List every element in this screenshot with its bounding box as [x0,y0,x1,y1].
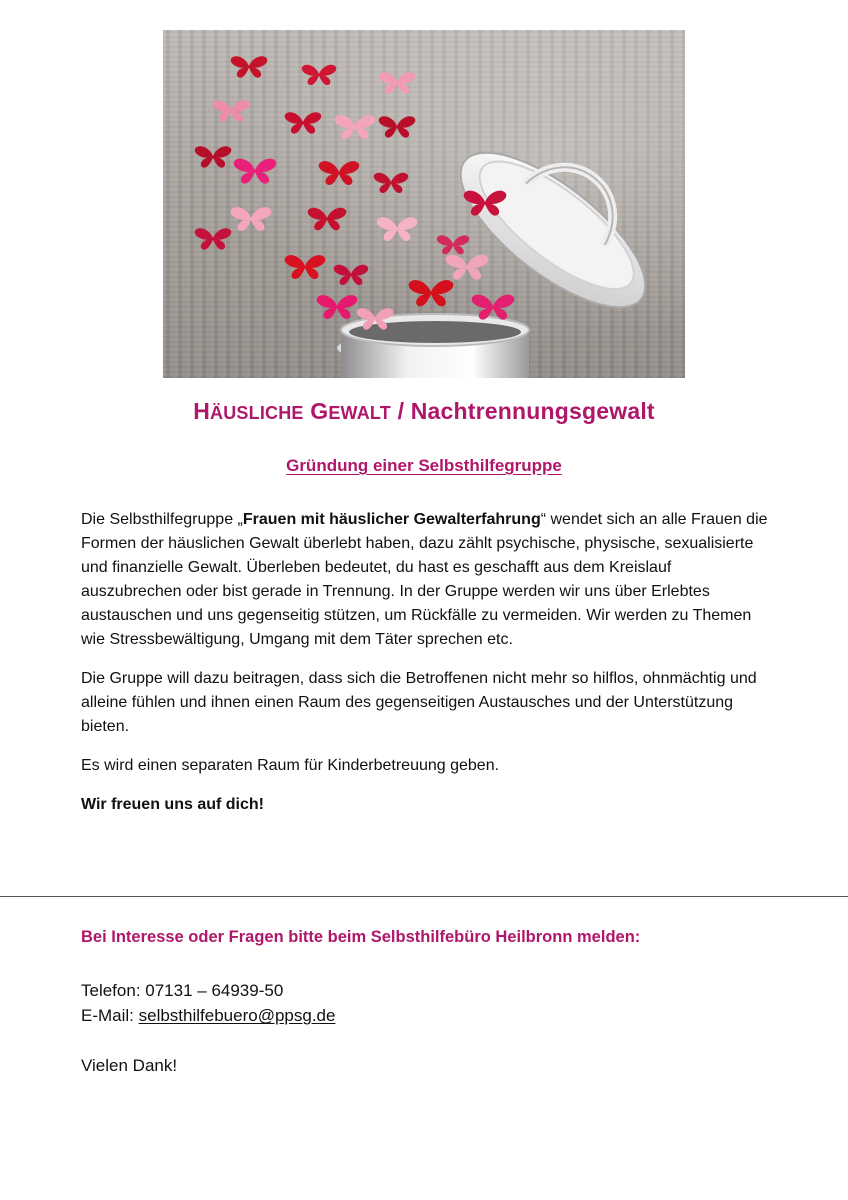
paragraph-2: Die Gruppe will dazu beitragen, dass sich die Betroffenen nicht mehr so hilflos, ohnmächtig und alleine fühlen und ihnen einen Raum des gegenseitigen Austausches und der Unterstützung bieten. [81,670,757,735]
phone-line [81,978,681,1003]
phone-number: 07131 – 64939-50 [145,981,284,1000]
contact-block [81,978,681,1078]
intro-before: Die Selbsthilfegruppe „ [81,511,243,528]
divider-line [0,896,848,897]
title-part1-first: H [193,398,211,424]
thanks-text: Vielen Dank! [81,1056,178,1075]
title-part1-rest: ÄUSLICHE [210,403,304,423]
group-name: Frauen mit häuslicher Gewalterfahrung [242,511,541,528]
body-text [81,508,771,832]
intro-paragraph [81,508,771,652]
intro-after: “ wendet sich an alle Frauen die Formen der häuslichen Gewalt überlebt haben, dazu zählt psychische, physische, sexualisierte und finanzielle Gewalt. Überleben bedeutet, du hast es geschafft aus dem Kreislauf auszubrechen oder bist gerade in Trennung. In der Gruppe werden wir uns über Erlebtes austauschen und uns gegenseitig stützen, um Rückfälle zu vermeiden. Wir werden zu Themen wie Stressbewältigung, Umgang mit dem Täter sprechen etc. [81,511,768,648]
phone-label: Telefon: [81,981,146,1000]
butterflies-jar-illustration [163,30,685,378]
page-title [0,398,848,425]
title-part3: / Nachtrennungsgewalt [397,398,655,424]
email-link[interactable]: selbsthilfebuero@ppsg.de [138,1006,336,1025]
closing-text: Wir freuen uns auf dich! [81,796,264,813]
contact-heading: Bei Interesse oder Fragen bitte beim Selbsthilfebüro Heilbronn melden: [81,928,641,946]
hero-image [163,30,685,378]
title-part2-rest: EWALT [328,403,391,423]
paragraph-3: Es wird einen separaten Raum für Kinderbetreuung geben. [81,757,500,774]
closing-line [81,793,771,817]
email-line [81,1003,681,1028]
title-part2-first: G [310,398,329,424]
page-subtitle: Gründung einer Selbsthilfegruppe [286,456,562,475]
email-label: E-Mail: [81,1006,139,1025]
butterflies [195,56,515,329]
